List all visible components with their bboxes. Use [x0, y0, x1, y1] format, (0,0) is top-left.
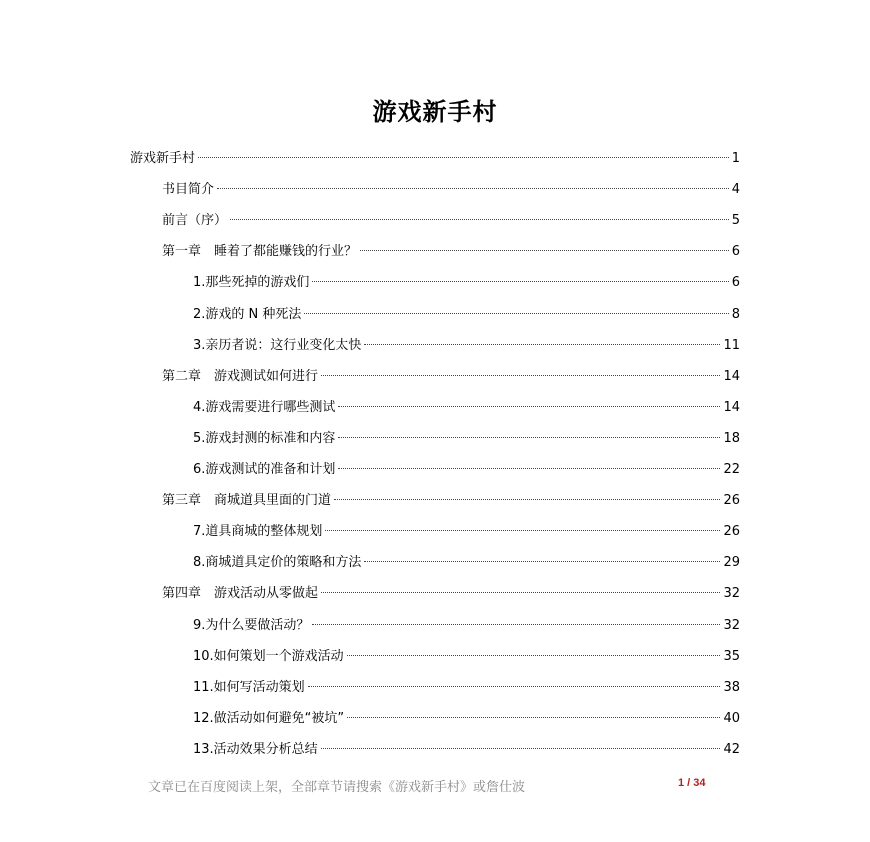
toc-entry-label: 4.游戏需要进行哪些测试	[193, 399, 336, 415]
toc-entry-page: 18	[723, 430, 740, 446]
toc-entry-label: 1.那些死掉的游戏们	[193, 275, 310, 291]
toc-dot-leader	[347, 655, 721, 656]
toc-entry-label: 书目简介	[162, 182, 215, 198]
toc-entry[interactable]	[193, 458, 740, 478]
toc-entry[interactable]	[162, 365, 740, 385]
toc-entry-page: 8	[731, 306, 740, 322]
footer-text: 文章已在百度阅读上架，全部章节请搜索《游戏新手村》或詹仕波	[148, 780, 526, 795]
toc-entry-label: 第三章 商城道具里面的门道	[162, 493, 332, 509]
toc-entry[interactable]	[193, 707, 740, 727]
toc-entry[interactable]	[162, 178, 740, 198]
toc-entry-page: 14	[723, 399, 740, 415]
toc-entry[interactable]	[193, 551, 740, 571]
toc-entry[interactable]	[130, 147, 740, 167]
toc-entry-page: 6	[731, 244, 740, 260]
toc-entry-page: 38	[723, 679, 740, 695]
toc-entry-page: 14	[723, 368, 740, 384]
toc-entry-label: 第一章 睡着了都能赚钱的行业？	[162, 244, 358, 260]
page-title: 游戏新手村	[372, 97, 498, 126]
toc-entry-page: 5	[731, 213, 740, 229]
toc-entry-page: 29	[723, 555, 740, 571]
toc-entry-page: 32	[723, 586, 740, 602]
toc-dot-leader	[347, 717, 720, 718]
toc-dot-leader	[364, 561, 720, 562]
toc-entry[interactable]	[162, 489, 740, 509]
toc-dot-leader	[304, 313, 728, 314]
toc-dot-leader	[308, 686, 721, 687]
toc-dot-leader	[338, 468, 720, 469]
toc-entry-label: 6.游戏测试的准备和计划	[193, 462, 336, 477]
toc-entry-page: 22	[723, 462, 740, 477]
toc-dot-leader	[312, 624, 720, 625]
toc-dot-leader	[230, 219, 729, 220]
toc-entry-label: 第四章 游戏活动从零做起	[162, 586, 319, 602]
toc-entry[interactable]	[193, 645, 740, 665]
toc-dot-leader	[321, 375, 720, 376]
toc-entry[interactable]	[162, 582, 740, 602]
toc-entry-label: 10.如何策划一个游戏活动	[193, 648, 344, 664]
toc-dot-leader	[321, 592, 720, 593]
toc-entry-label: 前言（序）	[162, 213, 228, 229]
toc-entry[interactable]	[193, 271, 740, 291]
toc-entry-label: 2.游戏的 N 种死法	[193, 306, 302, 322]
toc-dot-leader	[338, 437, 720, 438]
toc-entry-page: 6	[731, 275, 740, 291]
toc-entry[interactable]	[162, 209, 740, 229]
toc-dot-leader	[198, 157, 729, 158]
toc-entry-label: 9.为什么要做活动？	[193, 617, 310, 633]
toc-dot-leader	[338, 406, 720, 407]
toc-dot-leader	[360, 250, 729, 251]
page-indicator: 1 / 34	[678, 777, 706, 789]
toc-entry-label: 8.商城道具定价的策略和方法	[193, 555, 362, 571]
toc-entry-page: 42	[723, 741, 740, 757]
toc-entry-page: 26	[723, 493, 740, 509]
toc-entry-label: 第二章 游戏测试如何进行	[162, 368, 319, 384]
toc-entry-label: 7.道具商城的整体规划	[193, 524, 323, 540]
toc-entry-page: 1	[731, 151, 740, 166]
toc-entry[interactable]	[162, 240, 740, 260]
toc-entry-label: 游戏新手村	[130, 151, 196, 166]
toc-entry[interactable]	[193, 676, 740, 696]
toc-entry-label: 13.活动效果分析总结	[193, 741, 318, 757]
toc-dot-leader	[364, 344, 720, 345]
toc-dot-leader	[325, 530, 720, 531]
toc-entry[interactable]	[193, 396, 740, 416]
toc-entry[interactable]	[193, 303, 740, 323]
toc-entry-label: 3.亲历者说：这行业变化太快	[193, 337, 362, 353]
toc-entry-label: 5.游戏封测的标准和内容	[193, 430, 336, 446]
toc-entry[interactable]	[193, 427, 740, 447]
toc-entry[interactable]	[193, 334, 740, 354]
toc-entry[interactable]	[193, 738, 740, 758]
toc-entry[interactable]	[193, 520, 740, 540]
toc-entry-page: 11	[723, 337, 740, 353]
page-footer	[0, 776, 870, 796]
toc-dot-leader	[334, 499, 720, 500]
toc-dot-leader	[321, 748, 721, 749]
toc-entry-page: 35	[723, 648, 740, 664]
toc-entry-page: 32	[723, 617, 740, 633]
toc-entry-page: 4	[731, 182, 740, 198]
toc-entry-page: 40	[723, 710, 740, 726]
toc-dot-leader	[217, 188, 729, 189]
toc-entry-label: 11.如何写活动策划	[193, 679, 305, 695]
toc-dot-leader	[312, 281, 728, 282]
toc-entry-page: 26	[723, 524, 740, 540]
toc-entry-label: 12.做活动如何避免“被坑”	[193, 710, 345, 726]
toc-entry[interactable]	[193, 614, 740, 634]
